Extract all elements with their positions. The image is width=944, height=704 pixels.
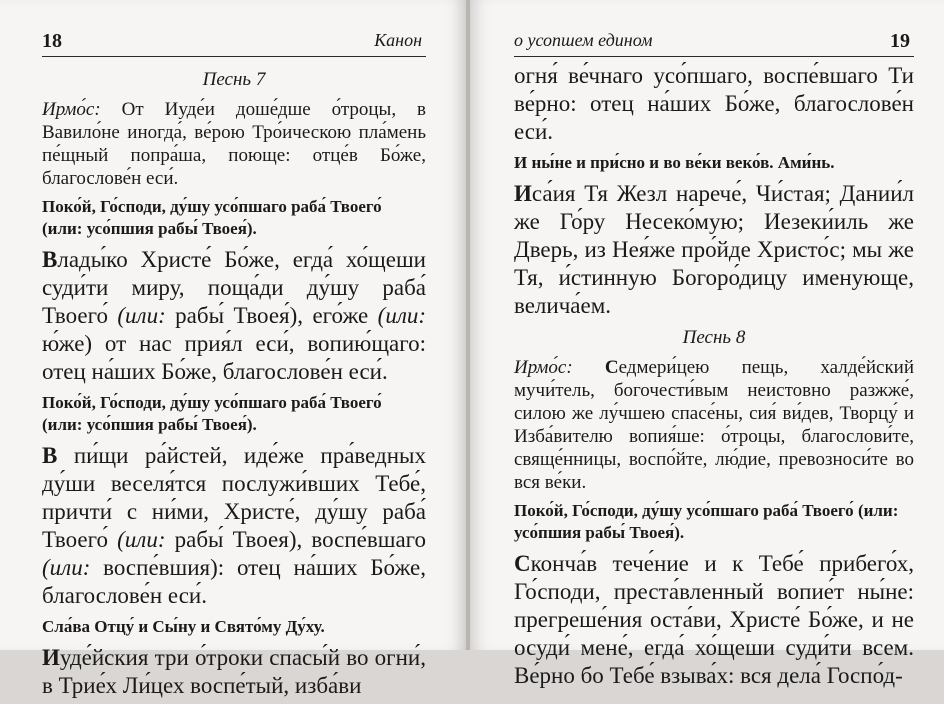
theotokion [514,180,914,320]
troparion-2 [42,442,426,610]
irmos-8 [514,356,914,494]
song-title-7: Песнь 7 [202,69,266,90]
refrain-1-main: Поко́й, Го́споди, ду́шу усо́пшаго раба́ Твоего́ [42,197,382,216]
troparion-1-mid: рабы́ Твоея́), его́же [175,303,369,328]
troparion-1-end: ю́же) от нас прия́л еси́, вопию́щаго: отец на́ших Бо́же, благослове́н еси́. [42,331,426,384]
irmos-text: От Иуде́и доше́дше о́троцы, в Вавило́не иногда́, ве́рою Тро́ическою пла́мень пе́щный попра́ша, поюще: отце́в Бо́же, благослове́н еси́. [42,99,427,189]
troparion-3-initial: И [42,645,60,670]
theotokion-text: са́ия Тя Жезл нарече́, Чи́стая; Дании́л же Го́ру Несеко́мую; Иезеки́иль же Дверь, из Нея́же про́йде Христо́с; мы же Тя, и́стинную Богоро́дицу именующе, велича́ем. [514,181,914,318]
troparion-3 [42,644,426,700]
troparion-1-text: лады́ко Христе́ Бо́же, егда́ хо́щеши суди́ти миру, поща́ди ду́шу раба́ Твоего́ [42,247,426,328]
page-number-left: 18 [42,30,62,52]
left-page-text [42,62,426,704]
troparion-2-variant-1: (или: [117,527,166,552]
troparion-1-initial: В [42,247,58,272]
irmos-8-label: Ирмо́с: [514,357,573,378]
right-page-header [514,30,914,56]
troparion-2-end: воспе́вшия): отец на́ших Бо́же, благослове́н еси́. [42,555,427,608]
left-page [0,0,466,698]
irmos-label: Ирмо́с: [42,99,101,120]
troparion-4-text: конча́в тече́ние и к Тебе́ прибего́х, Го́споди, преста́вленный вопие́т ны́не: прегреше́ния оста́ви, Христе́ Бо́же, и не осуди́ мене́, егда́ хо́щеши суди́ти всем. Ве́рно бо Тебе́ взыва́х: вся дела́ Госпо́д- [514,551,914,688]
troparion-2-text: пи́щи ра́йстей, иде́же пра́ведных ду́ши веселя́тся послужи́вших Тебе́, причти́ с ни́ми, Христе́, ду́шу раба́ Твоего́ [42,443,427,552]
refrain-3-main: Поко́й, Го́споди, ду́шу усо́пшаго раба́ Твоего́ [514,501,854,520]
running-head-left: Канон [374,30,422,50]
irmos-8-initial: С [604,357,619,378]
troparion-2-initial: В [42,443,58,468]
troparion-4 [514,550,914,690]
left-page-header [42,30,426,56]
troparion-1-variant-2: (или: [377,303,427,328]
irmos-7 [42,98,426,190]
troparion-1-variant-1: (или: [117,303,166,328]
theotokion-refrain: И ны́не и при́сно и во ве́ки веко́в. Ами́нь. [514,153,835,172]
refrain-2 [42,392,426,436]
header-rule-right [514,56,914,57]
right-page [470,0,944,688]
header-rule-left [42,56,426,57]
continued-text: огня́ ве́чнаго усо́пшаго, воспе́вшаго Ти ве́рно: отец на́ших Бо́же, благослове́н еси́. [514,63,914,144]
refrain-1 [42,196,426,240]
theotokion-initial: И [514,181,532,206]
right-page-text [514,62,914,694]
refrain-3-variant: (или: усо́пшия рабы́ Твоея́). [514,501,899,542]
troparion-4-initial: С [514,551,531,576]
refrain-2-main: Поко́й, Го́споди, ду́шу усо́пшаго раба́ Твоего́ [42,393,382,412]
refrain-2-variant: (или: усо́пшия рабы́ Твоея́). [42,415,257,434]
troparion-2-mid: рабы́ Твоея), воспе́вшаго [174,527,427,552]
song-title-8: Песнь 8 [682,327,746,348]
troparion-2-variant-2: (или: [42,555,91,580]
refrain-3 [514,500,914,544]
running-head-right: о усопшем едином [514,30,653,50]
troparion-3-text: уде́йския три о́троки спасы́й во огни́, в Трие́х Ли́цех воспе́тый, изба́ви [42,645,426,698]
page-number-right: 19 [890,30,910,52]
troparion-1 [42,246,426,386]
doxology: Сла́ва Отцу́ и Сы́ну и Свято́му Ду́ху. [42,617,325,636]
refrain-1-variant: (или: усо́пшия рабы́ Твоея́). [42,219,257,238]
irmos-8-text: едмери́цею пещь, халде́йский мучи́тель, богочести́вым неистовно разжже́, силою же лу́чшею спасе́ны, сия́ ви́дев, Творцу́ и Изба́вителю вопия́ше: о́троцы, благослови́те, свяще́нницы, воспо́йте, лю́дие, превозноси́те во вся ве́ки. [514,357,915,493]
